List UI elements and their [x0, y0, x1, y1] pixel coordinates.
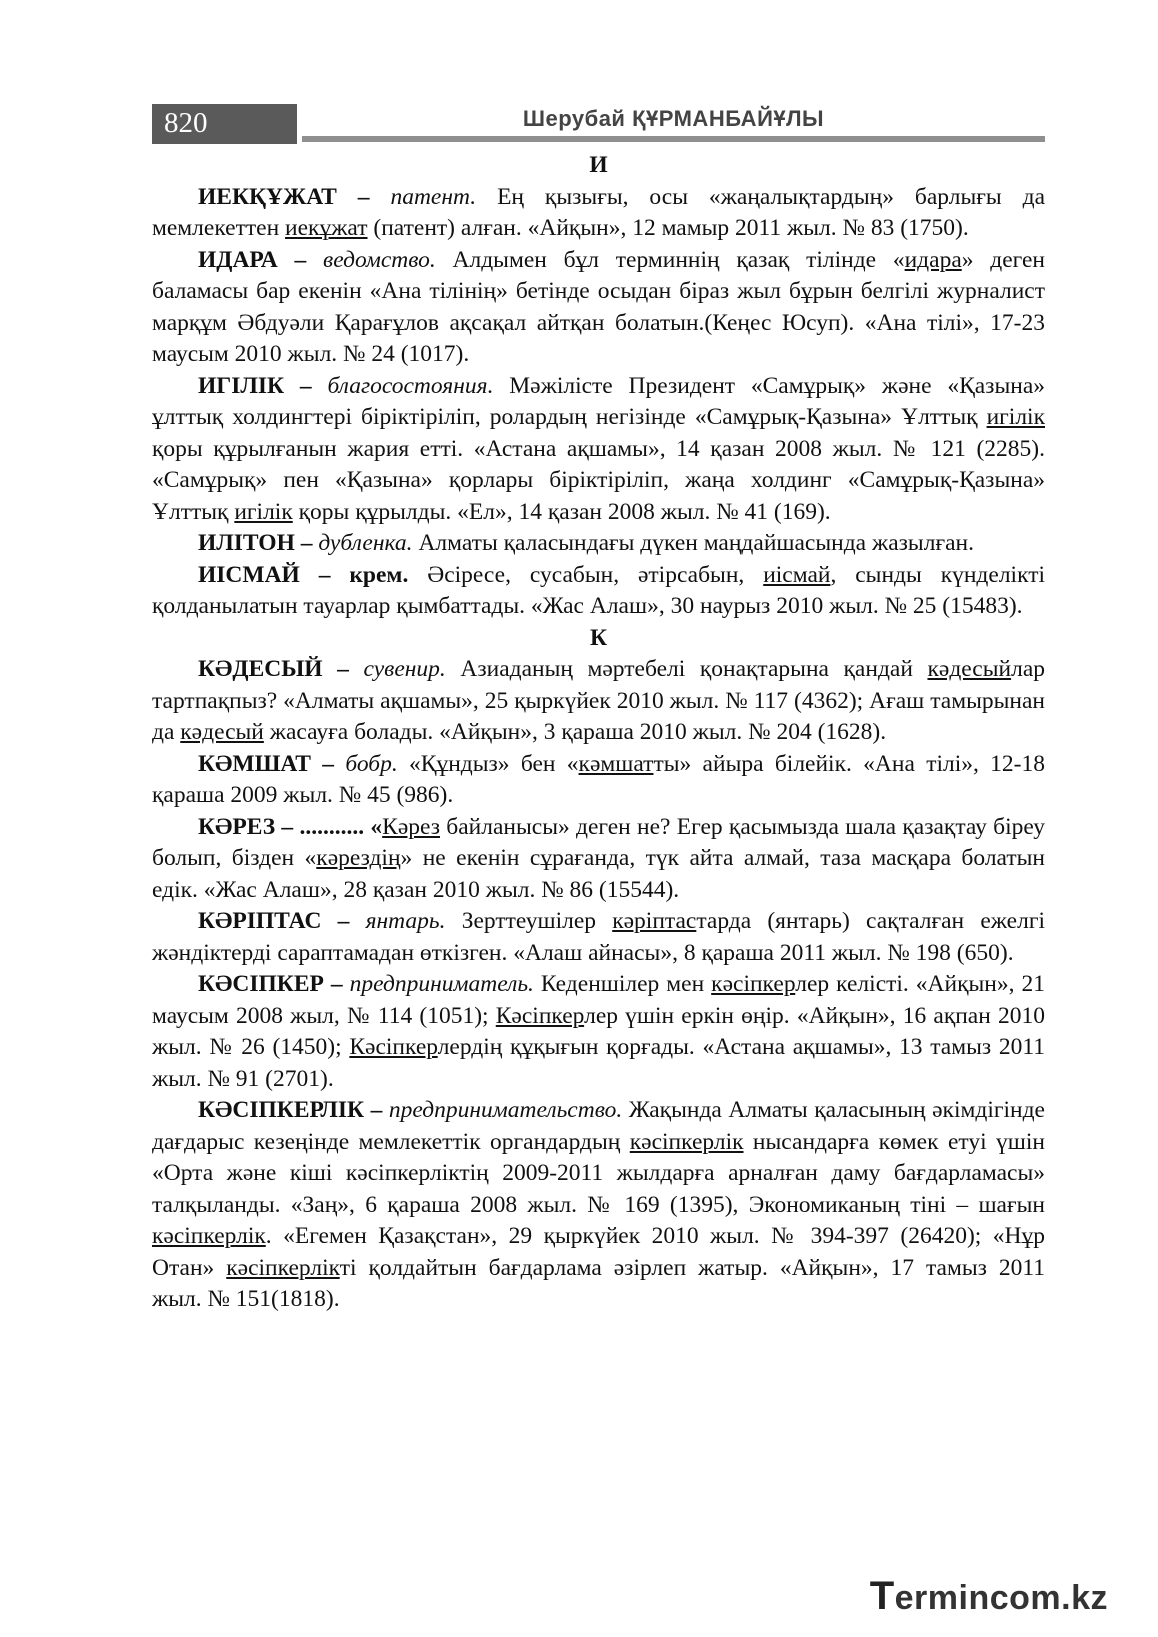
entry-text: тарда (янтарь) сақталған ежелгі жәндіктерді сараптамадан өткізген. «Алаш айнасы», 8 қараша 2011 жыл. № 198 (650).: [152, 908, 1046, 966]
entry-translation: предпринимательство.: [388, 1097, 623, 1123]
entry-highlight: кәсіпкерлік: [629, 1128, 744, 1155]
entry-text: . «Егемен Қазақстан», 29 қыркүйек 2010 жыл. № 394-397 (26420); «Нұр Отан»: [152, 1223, 1045, 1281]
entry-term: КӘДЕСЫЙ: [198, 656, 323, 682]
entry-dash: –: [310, 750, 346, 777]
running-head-author: Шерубай ҚҰРМАНБАЙҰЛЫ: [522, 106, 825, 131]
entry-text: » не екенін сұрағанда, түк айта алмай, таза масқара болатын едік. «Жас Алаш», 28 қазан 2010 жыл. № 86 (15544).: [152, 845, 1046, 903]
dictionary-entry: [152, 969, 1045, 1095]
entry-term: КӘМШАТ: [198, 750, 311, 777]
entry-dash: –: [336, 183, 391, 210]
entry-text: Мәжілісте Президент «Самұрық» және «Қазына» ұлттық холдингтері біріктіріліп, ролардың негізінде «Самұрық-Қазына» Ұлттық: [152, 372, 1045, 430]
entry-highlight: Кәсіпкер: [495, 1002, 585, 1029]
dictionary-content: [152, 150, 1045, 1316]
entry-highlight: Кәсіпкер: [349, 1034, 438, 1060]
dictionary-entry: [152, 560, 1045, 623]
entry-dash: –: [323, 971, 350, 997]
entry-dash: –: [277, 246, 324, 273]
dictionary-entry: [152, 654, 1045, 749]
entry-text: лер келісті. «Айқын», 21 маусым 2008 жыл, № 114 (1051);: [152, 971, 1045, 1029]
dictionary-entry: [152, 1095, 1045, 1316]
entry-translation: сувенир.: [363, 656, 446, 682]
section-letter: И: [589, 152, 608, 178]
dictionary-entry: [152, 906, 1045, 969]
entry-highlight: Кәрез: [382, 813, 440, 840]
dictionary-entry: [152, 182, 1045, 245]
entry-term: КӘРЕЗ: [198, 813, 276, 840]
entry-text: Ең қызығы, осы «жаңалықтардың» барлығы да мемлекеттен: [152, 183, 1045, 241]
entry-highlight: иісмай: [763, 561, 831, 588]
entry-dash: –: [321, 908, 366, 934]
entry-term: ИІСМАЙ: [198, 561, 300, 588]
entry-term: КӘСІПКЕР: [198, 971, 324, 997]
entry-term: ИДАРА: [198, 246, 278, 273]
watermark-first: T: [869, 1574, 895, 1618]
entry-translation: ведомство.: [323, 246, 436, 273]
entry-text: лердің құқығын қорғады. «Астана ақшамы», 13 тамыз 2011 жыл. № 91 (2701).: [152, 1034, 1046, 1092]
entry-highlight: кәдесый: [180, 719, 264, 745]
entry-text: жасауға болады. «Айқын», 3 қараша 2010 жыл. № 204 (1628).: [263, 719, 887, 745]
entry-text: » деген баламасы бар екенін «Ана тілінің» бетінде осыдан біраз жыл бұрын белгілі журналист марқұм Әбдуәли Қарағұлов ақсақал айтқан болатын.(Кеңес Юсуп). «Ана тілі», 17-23 маусым 2010 жыл. № 24 (1017).: [152, 246, 1045, 367]
dictionary-entry: [152, 528, 1045, 560]
entry-text: қоры құрылды. «Ел», 14 қазан 2008 жыл. № 41 (169).: [292, 498, 831, 525]
header-rule: [302, 136, 1045, 142]
entry-dash: –: [364, 1097, 389, 1123]
entry-text: Жақында Алматы қаласының әкімдігінде дағдарыс кезеңінде мемлекеттік органдардың: [152, 1097, 1045, 1155]
entry-text: нысандарға көмек етуі үшін «Орта және кіші кәсіпкерліктің 2009-2011 жылдарға арналған даму бағдарламасы» талқыланды. «Заң», 6 қараша 2008 жыл. № 169 (1395), Экономиканың тіні – шағын: [152, 1128, 1045, 1218]
entry-dash: –: [284, 372, 328, 399]
entry-dash: –: [322, 656, 364, 682]
entry-translation: бобр.: [345, 750, 398, 777]
dictionary-entry: [152, 245, 1045, 371]
entry-highlight: кәріптас: [612, 908, 697, 934]
entry-dash: –: [294, 530, 319, 556]
entry-translation: крем.: [349, 561, 409, 588]
entry-translation: предприниматель.: [349, 971, 534, 997]
entry-highlight: кәсіпкерлік: [152, 1223, 266, 1249]
dictionary-entry: [152, 812, 1045, 907]
entry-dash: –: [299, 561, 350, 588]
entry-term: ИЛІТОН: [198, 530, 295, 556]
watermark-logo: [870, 1574, 1108, 1619]
section-letter: К: [589, 624, 608, 651]
entry-term: КӘСІПКЕРЛІК: [198, 1097, 365, 1123]
entry-term: КӘРІПТАС: [198, 908, 322, 934]
entry-text: лар тартпақпыз? «Алматы ақшамы», 25 қыркүйек 2010 жыл. № 117 (4362); Ағаш тамырынан да: [152, 656, 1046, 745]
entry-highlight: кәсіпкер: [711, 971, 796, 997]
entry-term: ИЕКҚҰЖАТ: [198, 183, 337, 210]
entry-dash: –: [275, 813, 300, 840]
entry-text: , сынды күнделікті қолданылатын тауарлар қымбаттады. «Жас Алаш», 30 наурыз 2010 жыл. № 25 (15483).: [152, 561, 1045, 619]
entry-text: «Құндыз» бен «: [397, 750, 579, 777]
entry-text: байланысы» деген не? Егер қасымызда шала қазақтау біреу болып, бізден «: [152, 813, 1046, 871]
entry-text: Алматы қаласындағы дүкен маңдайшасында жазылған.: [412, 530, 974, 556]
dictionary-entry: [152, 749, 1045, 812]
watermark-rest: ermincom.kz: [894, 1579, 1108, 1617]
entry-translation: ........... «: [299, 813, 383, 840]
entry-text: лер үшін еркін өңір. «Айқын», 16 ақпан 2010 жыл. № 26 (1450);: [152, 1002, 1045, 1060]
entry-highlight: идара: [904, 246, 962, 273]
entry-highlight: кәмшат: [578, 750, 654, 777]
entry-term: ИГІЛІК: [198, 372, 285, 399]
entry-text: ты» айыра білейік. «Ана тілі», 12-18 қараша 2009 жыл. № 45 (986).: [152, 750, 1045, 808]
entry-text: ті қолдайтын бағдарлама әзірлеп жатыр. «Айқын», 17 тамыз 2011 жыл. № 151(1818).: [152, 1254, 1045, 1312]
page-number-box: [152, 104, 297, 144]
dictionary-entry: [152, 371, 1045, 529]
entry-text: Азиаданың мәртебелі қонақтарына қандай: [445, 656, 928, 682]
entry-text: (патент) алған. «Айқын», 12 мамыр 2011 жыл. № 83 (1750).: [367, 215, 969, 241]
page-header: [152, 104, 1045, 144]
entry-text: Алдымен бұл терминнің қазақ тілінде «: [435, 246, 905, 273]
entry-highlight: иекұжат: [285, 215, 368, 241]
entry-highlight: кәрездің: [316, 845, 401, 871]
entry-translation: янтарь.: [365, 908, 446, 934]
entry-translation: дубленка.: [318, 530, 413, 556]
entry-highlight: игілік: [234, 498, 293, 525]
page-number: 820: [164, 107, 208, 139]
entry-text: Зерттеушілер: [445, 908, 613, 934]
entry-translation: благосостояния.: [327, 372, 494, 399]
entry-highlight: игілік: [986, 404, 1045, 430]
entry-text: қоры құрылғанын жария етті. «Астана ақшамы», 14 қазан 2008 жыл. № 121 (2285). «Самұрық» пен «Қазына» қорлары біріктіріліп, жаңа холдинг «Самұрық-Қазына» Ұлттық: [152, 435, 1045, 525]
entry-text: Әсіресе, сусабын, әтірсабын,: [408, 561, 764, 588]
entry-text: Кеденшілер мен: [533, 971, 712, 997]
entry-highlight: кәсіпкерлік: [226, 1254, 340, 1281]
entry-translation: патент.: [390, 183, 477, 210]
entry-highlight: кәдесый: [927, 656, 1012, 682]
